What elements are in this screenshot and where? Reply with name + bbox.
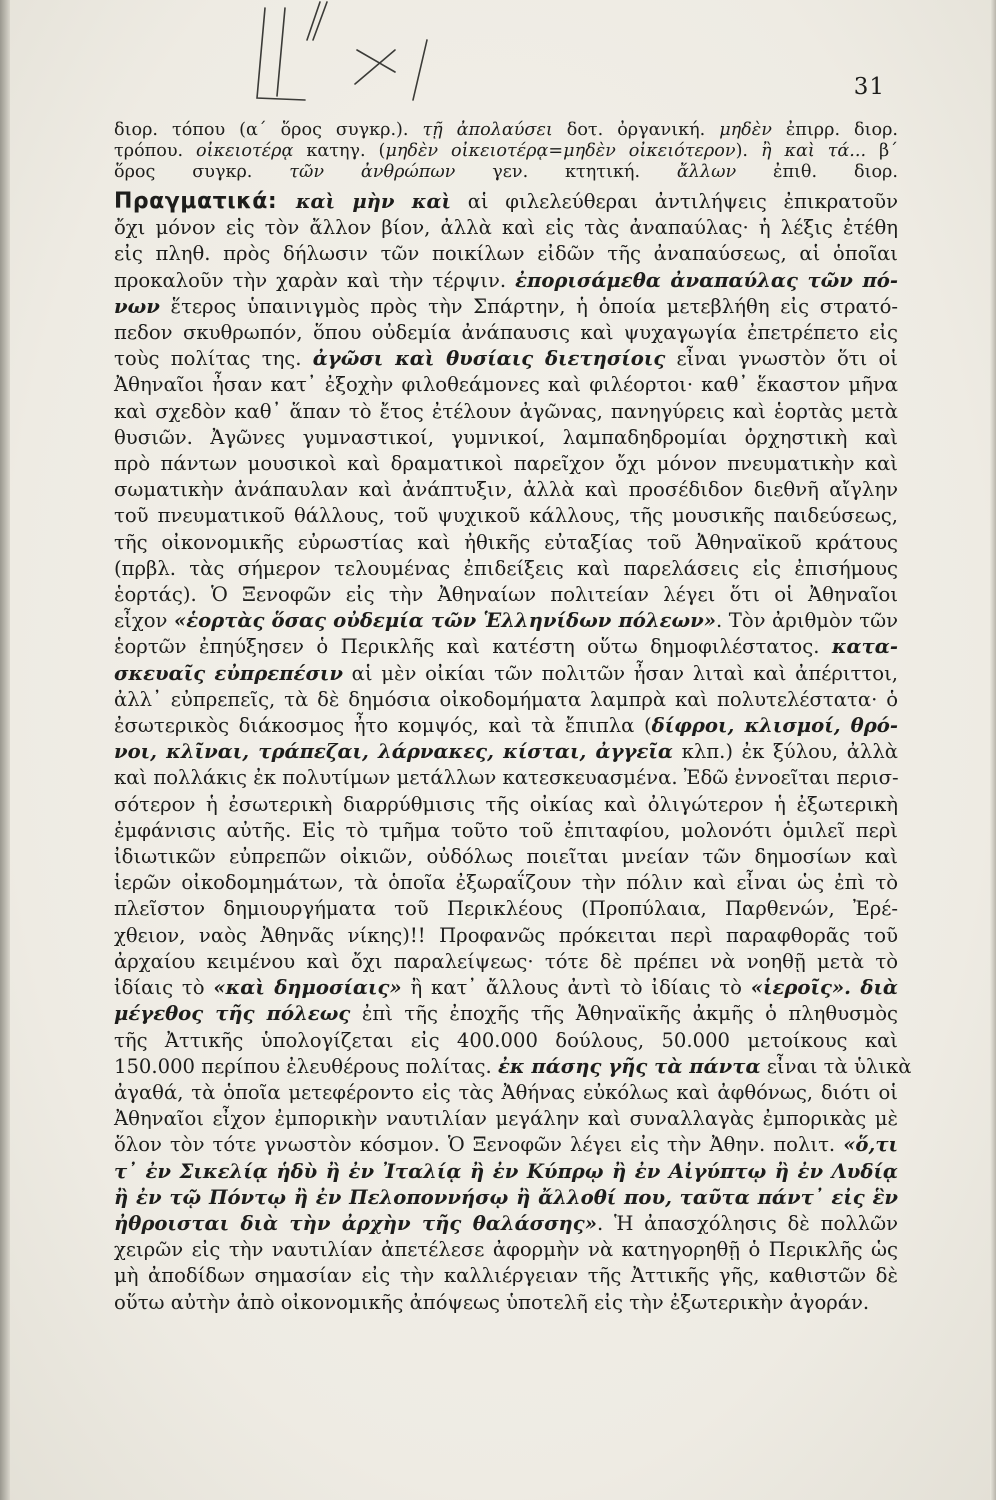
quoted-term: «ἱεροῖς». διὰ bbox=[750, 976, 899, 1000]
text-segment: χειρῶν εἰς τὴν ναυτιλίαν ἀπετέλεσε ἀφορμὴν νὰ κατηγορηθῇ ὁ Περικλῆς ὡς bbox=[114, 1238, 898, 1262]
text-segment: εἰς πληθ. πρὸς δήλωσιν τῶν ποικίλων εἰδῶν τῆς ἀναπαύσεως, αἱ ὁποῖαι bbox=[114, 242, 898, 266]
text-line bbox=[114, 451, 898, 477]
text-segment: γεν. κτητική. bbox=[455, 162, 677, 182]
quoted-term: κατα- bbox=[831, 635, 898, 659]
quoted-term: ἢ ἐν τῷ Πόντῳ ἢ ἐν Πελοποννήσῳ ἢ ἄλλοθί που, ταῦτα πάντ᾽ εἰς ἓν bbox=[114, 1185, 898, 1209]
text-line bbox=[114, 1211, 898, 1237]
quoted-term: ἀγῶσι καὶ θυσίαις διετησίοις bbox=[312, 347, 666, 371]
scan-shadow-left bbox=[0, 0, 10, 1500]
text-segment: τοῦ πνευματικοῦ θάλλους, τοῦ ψυχικοῦ κάλλους, τῆς μουσικῆς παιδεύσεως, bbox=[114, 504, 898, 528]
text-segment: ἢ καὶ τά... bbox=[760, 141, 867, 161]
text-segment: χθειον, ναὸς Ἀθηνᾶς νίκης)!! Προφανῶς πρόκειται περὶ παραφθορᾶς τοῦ bbox=[114, 923, 898, 947]
text-line bbox=[114, 661, 898, 687]
text-line bbox=[114, 162, 898, 183]
quoted-term: ἠθροισται διὰ τὴν ἀρχὴν τῆς θαλάσσης» bbox=[114, 1211, 597, 1235]
text-line bbox=[114, 294, 898, 320]
text-line bbox=[114, 1028, 898, 1054]
text-segment: ἐπὶ τῆς ἐποχῆς τῆς Ἀθηναϊκῆς ἀκμῆς ὁ πληθυσμὸς bbox=[350, 1002, 898, 1026]
text-segment: οὕτω αὐτὴν ἀπὸ οἰκονομικῆς ἀπόψεως ὑποτελῆ εἰς τὴν ἐξωτερικὴν ἀγοράν. bbox=[114, 1290, 870, 1314]
text-line bbox=[114, 687, 898, 713]
text-segment: ἑορτῶν ἐπηύξησεν ὁ Περικλῆς καὶ κατέστη οὕτω δημοφιλέστατος. bbox=[114, 635, 832, 659]
text-line bbox=[114, 765, 898, 791]
text-segment: ἑορτάς). Ὁ Ξενοφῶν εἰς τὴν Ἀθηναίων πολιτείαν λέγει ὅτι οἱ Ἀθηναῖοι bbox=[114, 583, 898, 607]
text-line bbox=[114, 582, 898, 608]
quoted-term: σκευαῖς εὐπρεπέσιν bbox=[114, 661, 343, 685]
text-segment: ἱερῶν οἰκοδομημάτων, τὰ ὁποῖα ἐξωραΐζουν τὴν πόλιν καὶ εἶναι ὡς ἐπὶ τὸ bbox=[114, 871, 898, 895]
text-segment: εἶναι τὰ ὑλικὰ bbox=[760, 1054, 912, 1078]
text-line bbox=[114, 713, 898, 739]
text-segment: μηδὲν οἰκειοτέρᾳ=μηδὲν οἰκειότερον bbox=[385, 141, 736, 161]
text-line bbox=[114, 792, 898, 818]
text-line bbox=[114, 923, 898, 949]
text-segment: τῶν ἀνθρώπων bbox=[289, 162, 456, 182]
text-segment: ἰδιωτικῶν εὐπρεπῶν οἰκιῶν, οὐδόλως ποιεῖται μνείαν τῶν δημοσίων καὶ bbox=[114, 845, 898, 869]
text-line bbox=[114, 608, 898, 634]
page-number: 31 bbox=[853, 74, 885, 100]
text-line bbox=[114, 556, 898, 582]
text-line bbox=[114, 215, 898, 241]
text-line bbox=[114, 1263, 898, 1289]
text-segment: ὅλον τὸν τότε γνωστὸν κόσμον. Ὁ Ξενοφῶν λέγει εἰς τὴν Ἀθην. πολιτ. bbox=[114, 1133, 844, 1157]
quoted-term: τ᾽ ἐν Σικελίᾳ ἡδὺ ἢ ἐν Ἰταλίᾳ ἢ ἐν Κύπρῳ ἢ ἐν Αἰγύπτῳ ἢ ἐν Λυδίᾳ bbox=[114, 1159, 898, 1183]
quoted-term: ἐπορισάμεθα ἀναπαύλας τῶν πό- bbox=[515, 268, 898, 292]
text-segment: ἐπιθ. διορ. bbox=[736, 162, 898, 182]
quoted-term: νων bbox=[114, 294, 160, 318]
text-segment: τῇ ἀπολαύσει bbox=[422, 120, 553, 140]
text-segment: ). bbox=[735, 141, 761, 161]
quoted-term: δίφροι, κλισμοί, θρό- bbox=[651, 714, 898, 738]
text-segment: 150.000 περίπου ἐλευθέρους πολίτας. bbox=[114, 1054, 498, 1078]
text-segment: τοὺς πολίτας της. bbox=[114, 347, 313, 371]
text-line bbox=[114, 1185, 898, 1211]
text-segment: ἰδίαις τὸ bbox=[114, 976, 214, 1000]
text-line bbox=[114, 372, 898, 398]
text-segment: κλπ.) ἐκ ξύλου, ἀλλὰ bbox=[672, 740, 898, 764]
text-segment: ἀλλ᾽ εὐπρεπεῖς, τὰ δὲ δημόσια οἰκοδομήματα λαμπρὰ καὶ πολυτελέστατα· ὁ bbox=[114, 687, 898, 711]
text-line bbox=[114, 320, 898, 346]
text-segment: Ἀθηναῖοι ἦσαν κατ᾽ ἐξοχὴν φιλοθεάμονες καὶ φιλέορτοι· καθ᾽ ἕκαστον μῆνα bbox=[114, 373, 898, 397]
text-segment: σότερον ἡ ἐσωτερικὴ διαρρύθμισις τῆς οἰκίας καὶ ὀλιγώτερον ἡ ἐξωτερικὴ bbox=[114, 792, 898, 816]
page-body-text bbox=[114, 120, 912, 1316]
text-line bbox=[114, 634, 898, 660]
quoted-term: «καὶ δημοσίαις» bbox=[213, 976, 402, 1000]
text-line bbox=[114, 975, 898, 1001]
text-segment: τῆς οἰκονομικῆς εὐρωστίας καὶ ἠθικῆς εὐταξίας τοῦ Ἀθηναϊκοῦ κράτους bbox=[114, 530, 898, 554]
text-line bbox=[114, 1106, 898, 1132]
text-segment: ἀρχαίου κειμένου καὶ ὄχι παραλείψεως· τότε δὲ πρέπει νὰ νοηθῇ μετὰ τὸ bbox=[114, 949, 898, 973]
text-line bbox=[114, 141, 898, 162]
text-line bbox=[114, 268, 898, 294]
text-line bbox=[114, 530, 898, 556]
text-segment: ἢ κατ᾽ ἄλλους ἀντὶ τὸ ἰδίαις τὸ bbox=[401, 976, 751, 1000]
text-segment: αἱ μὲν οἰκίαι τῶν πολιτῶν ἦσαν λιταὶ καὶ ἀπέριττοι, bbox=[342, 661, 898, 685]
text-segment: . Ἡ ἀπασχόλησις δὲ πολλῶν bbox=[596, 1211, 898, 1235]
text-segment: (πρβλ. τὰς σήμερον τελουμένας ἐπιδείξεις καὶ παρελάσεις εἰς ἐπισήμους bbox=[114, 556, 898, 580]
text-segment: . Τὸν ἀριθμὸν τῶν bbox=[716, 609, 898, 633]
quoted-term: ἐκ πάσης γῆς τὰ πάντα bbox=[497, 1054, 761, 1078]
section-heading: Πραγματικά: bbox=[114, 189, 296, 214]
text-segment: ὅρος συγκρ. bbox=[114, 162, 290, 182]
quoted-term: νοι, κλῖναι, τράπεζαι, λάρνακες, κίσται, ἀγγεῖα bbox=[114, 740, 673, 764]
text-segment: β΄ bbox=[866, 141, 898, 161]
quoted-term: «ὅ,τι bbox=[843, 1133, 898, 1157]
text-segment: προκαλοῦν τὴν χαρὰν καὶ τὴν τέρψιν. bbox=[114, 268, 516, 292]
text-segment: καὶ πολλάκις ἐκ πολυτίμων μετάλλων κατεσκευασμένα. Ἐδῶ ἐννοεῖται περισ- bbox=[114, 766, 899, 790]
text-segment: τῆς Ἀττικῆς ὑπολογίζεται εἰς 400.000 δούλους, 50.000 μετοίκους καὶ bbox=[114, 1028, 898, 1052]
text-segment: δοτ. ὀργανική. bbox=[552, 120, 720, 140]
text-line bbox=[114, 818, 898, 844]
text-segment: εἶχον bbox=[114, 609, 174, 633]
text-segment: κατηγ. ( bbox=[293, 141, 386, 161]
text-segment: πεδον σκυθρωπόν, ὅπου οὐδεμία ἀνάπαυσις καὶ ψυχαγωγία ἐπετρέπετο εἰς bbox=[114, 321, 898, 345]
quoted-term: μέγεθος τῆς πόλεως bbox=[114, 1002, 351, 1026]
text-segment: τρόπου. bbox=[114, 141, 197, 161]
text-line bbox=[114, 870, 898, 896]
text-line bbox=[114, 1237, 898, 1263]
text-line bbox=[114, 241, 898, 267]
text-line bbox=[114, 1159, 898, 1185]
text-segment: ἐμφάνισις αὐτῆς. Εἰς τὸ τμῆμα τοῦτο τοῦ ἐπιταφίου, μολονότι ὁμιλεῖ περὶ bbox=[114, 818, 898, 842]
text-line bbox=[114, 896, 898, 922]
scan-shadow-right bbox=[990, 0, 996, 1500]
text-segment: μὴ ἀποδίδων σημασίαν εἰς τὴν καλλιέργειαν τῆς Ἀττικῆς γῆς, καθιστῶν δὲ bbox=[114, 1264, 898, 1288]
text-line bbox=[114, 189, 898, 215]
text-segment: ἀγαθά, τὰ ὁποῖα μετεφέροντο εἰς τὰς Ἀθήνας εὐκόλως καὶ ἀφθόνως, διότι οἱ bbox=[114, 1080, 898, 1104]
text-segment: σωματικὴν ἀνάπαυλαν καὶ ἀνάπτυξιν, ἀλλὰ καὶ προσέδιδον διεθνῆ αἴγλην bbox=[114, 478, 898, 502]
text-line bbox=[114, 739, 898, 765]
text-segment: οἰκειοτέρᾳ bbox=[196, 141, 294, 161]
text-segment: διορ. τόπου (α΄ ὅρος συγκρ.). bbox=[114, 120, 423, 140]
text-line bbox=[114, 346, 898, 372]
text-line bbox=[114, 1132, 898, 1158]
text-line bbox=[114, 1290, 898, 1316]
text-line bbox=[114, 120, 898, 141]
text-segment: ὄχι μόνον εἰς τὸν ἄλλον βίον, ἀλλὰ καὶ εἰς τὰς ἀναπαύλας· ἡ λέξις ἐτέθη bbox=[114, 216, 898, 240]
text-segment: πλεῖστον δημιουργήματα τοῦ Περικλέους (Προπύλαια, Παρθενών, Ἐρέ- bbox=[114, 897, 898, 921]
text-line bbox=[114, 844, 898, 870]
text-segment: μηδὲν bbox=[719, 120, 772, 140]
text-segment: ἄλλων bbox=[676, 162, 737, 182]
text-segment: ἐσωτερικὸς διάκοσμος ἦτο κομψός, καὶ τὰ ἔπιπλα ( bbox=[114, 714, 652, 738]
text-segment: καὶ σχεδὸν καθ᾽ ἅπαν τὸ ἔτος ἐτέλουν ἀγῶνας, πανηγύρεις καὶ ἑορτὰς μετὰ bbox=[114, 399, 898, 423]
quoted-term: καὶ μὴν καὶ bbox=[295, 190, 452, 213]
handwritten-annotation bbox=[245, 0, 545, 130]
text-line bbox=[114, 949, 898, 975]
text-segment: πρὸ πάντων μουσικοὶ καὶ δραματικοὶ παρεῖχον ὄχι μόνον πνευματικὴν καὶ bbox=[114, 452, 898, 476]
text-segment: εἶναι γνωστὸν ὅτι οἱ bbox=[665, 347, 898, 371]
text-line bbox=[114, 1054, 912, 1080]
text-segment: αἱ φιλελεύθεραι ἀντιλήψεις ἐπικρατοῦν bbox=[451, 190, 898, 213]
text-segment: Ἀθηναῖοι εἶχον ἐμπορικὴν ναυτιλίαν μεγάλην καὶ συναλλαγὰς ἐμπορικὰς μὲ bbox=[114, 1107, 898, 1131]
text-segment: θυσιῶν. Ἀγῶνες γυμναστικοί, γυμνικοί, λαμπαδηδρομίαι ὀρχηστικὴ καὶ bbox=[114, 425, 898, 449]
text-line bbox=[114, 399, 898, 425]
text-segment: ἕτερος ὑπαινιγμὸς πρὸς τὴν Σπάρτην, ἡ ὁποία μετεβλήθη εἰς στρατό- bbox=[159, 294, 898, 318]
text-line bbox=[114, 503, 898, 529]
text-line bbox=[114, 425, 898, 451]
text-line bbox=[114, 1001, 898, 1027]
text-segment: ἐπιρρ. διορ. bbox=[771, 120, 899, 140]
text-line bbox=[114, 1080, 898, 1106]
text-line bbox=[114, 477, 898, 503]
quoted-term: «ἑορτὰς ὅσας οὐδεμία τῶν Ἑλληνίδων πόλεων» bbox=[173, 609, 716, 633]
